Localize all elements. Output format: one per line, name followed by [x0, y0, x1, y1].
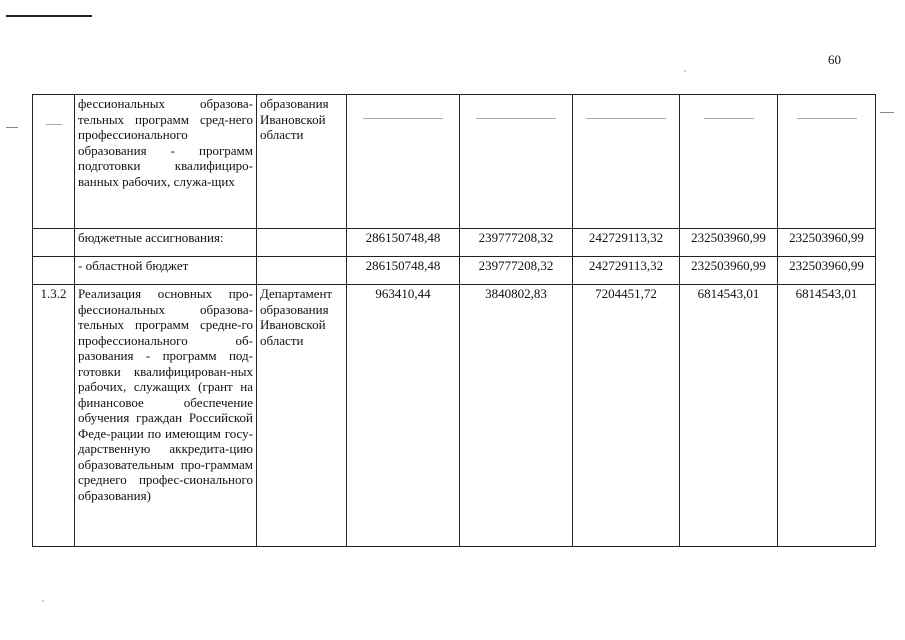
scan-speck — [684, 70, 686, 72]
row-value: 239777208,32 — [460, 229, 573, 257]
row-code — [33, 257, 75, 285]
row-value — [460, 95, 573, 229]
row-value: 239777208,32 — [460, 257, 573, 285]
row-code — [33, 95, 75, 229]
row-value: 242729113,32 — [573, 257, 680, 285]
table-row — [33, 257, 876, 285]
scan-speck — [42, 600, 44, 602]
table-row — [33, 229, 876, 257]
table-row — [33, 95, 876, 229]
row-code: 1.3.2 — [33, 285, 75, 547]
row-value: 232503960,99 — [680, 257, 778, 285]
right-margin-mark — [880, 112, 894, 113]
row-value — [778, 95, 876, 229]
row-value: 286150748,48 — [347, 229, 460, 257]
page-number: 60 — [828, 52, 841, 67]
row-value: 232503960,99 — [680, 229, 778, 257]
row-executor — [257, 257, 347, 285]
row-value: 3840802,83 — [460, 285, 573, 547]
row-description: - областной бюджет — [75, 257, 257, 285]
row-value — [680, 95, 778, 229]
budget-table — [32, 94, 876, 547]
row-value: 963410,44 — [347, 285, 460, 547]
row-executor: Департамент образования Ивановской области — [257, 285, 347, 547]
left-margin-mark — [6, 127, 18, 128]
row-value — [347, 95, 460, 229]
row-executor — [257, 229, 347, 257]
row-value: 242729113,32 — [573, 229, 680, 257]
row-description: фессиональных образова-тельных программ сред-него профессионального образования - программ подготовки квалифициро-ванных рабочих, служа-щих — [75, 95, 257, 229]
row-value: 232503960,99 — [778, 229, 876, 257]
row-code — [33, 229, 75, 257]
row-executor: образования Ивановской области — [257, 95, 347, 229]
row-value: 6814543,01 — [778, 285, 876, 547]
row-description: бюджетные ассигнования: — [75, 229, 257, 257]
row-value: 232503960,99 — [778, 257, 876, 285]
row-description: Реализация основных про-фессиональных образова-тельных программ средне-го профессионального об-разования - программ под-готовки квалифицирован-ных рабочих, служащих (грант на финансовое обеспечение обучения граждан Российской Феде-рации по имеющим госу-дарственную аккредита-цию образовательным про-граммам среднего профес-сионального образования) — [75, 285, 257, 547]
row-value — [573, 95, 680, 229]
row-value: 286150748,48 — [347, 257, 460, 285]
table-row — [33, 285, 876, 547]
row-value: 7204451,72 — [573, 285, 680, 547]
header-rule — [6, 15, 92, 17]
row-value: 6814543,01 — [680, 285, 778, 547]
